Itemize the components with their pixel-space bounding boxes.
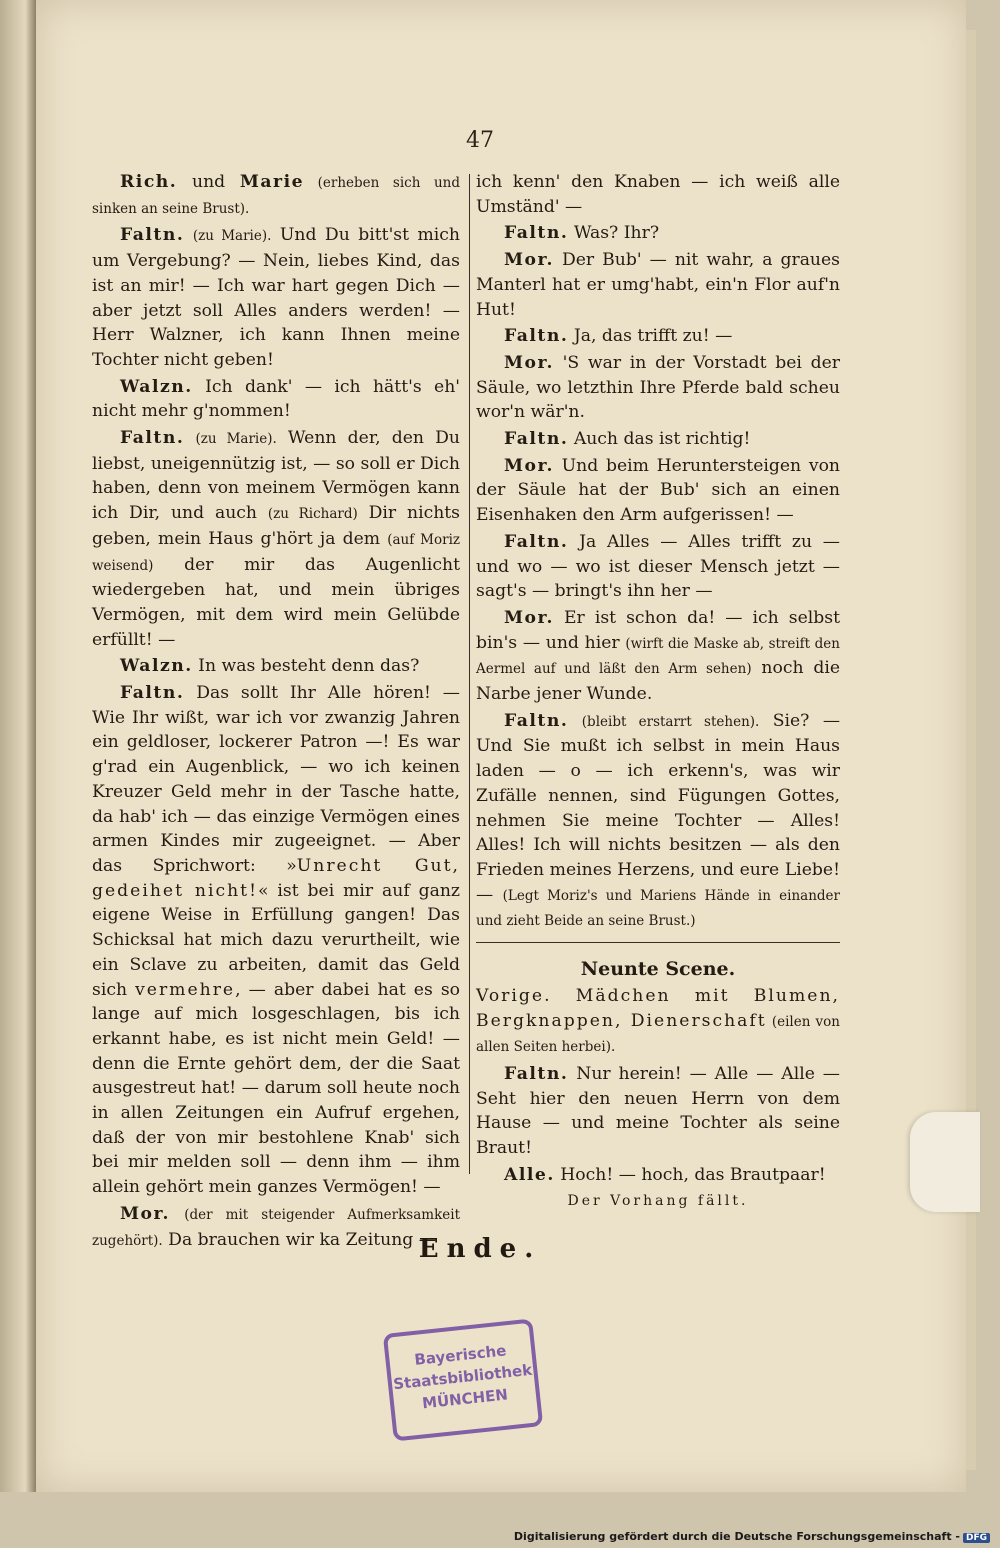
stage-direction: (erheben sich und sinken an seine Brust).	[92, 175, 460, 217]
library-stamp	[383, 1318, 543, 1441]
dialogue-text: « ist bei mir auf ganz eigene Weise in Erfüllung gangen! Das Schicksal hat mich dazu verurtheilt, wie ein Sclave zu arbeiten, damit das Geld sich	[92, 880, 460, 1000]
stage-direction: (Legt Moriz's und Mariens Hände in einander und zieht Beide an seine Brust.)	[476, 887, 840, 930]
book-spine	[0, 0, 36, 1492]
speaker-name: Faltn.	[504, 326, 569, 347]
page-tab	[910, 1112, 980, 1212]
stage-direction: (auf Moriz weisend)	[92, 531, 460, 574]
paragraph	[476, 248, 840, 322]
paragraph	[92, 170, 460, 221]
speaker-name: Mor.	[504, 607, 554, 628]
dialogue-text	[184, 225, 192, 245]
dialogue-text: Der Bub' — nit wahr, a graues Manterl hat er umg'habt, ein'n Flor auf'n Hut!	[476, 250, 840, 320]
dialogue-text: Er ist schon da! — ich selbst bin's — und hier	[476, 607, 840, 653]
speaker-name: Faltn.	[120, 225, 185, 246]
right-text-column	[476, 170, 840, 1216]
speaker-name: Faltn.	[504, 223, 569, 244]
dialogue-text: Nur herein! — Alle — Alle — Seht hier den neuen Herrn von dem Hause — und meine Tochter als seine Braut!	[476, 1063, 840, 1159]
dialogue-text: In was besteht denn das?	[192, 656, 420, 677]
footer-text: Digitalisierung gefördert durch die Deutsche Forschungsgemeinschaft -	[513, 1530, 960, 1543]
dialogue-text: Ich dank' — ich hätt's eh' nicht mehr g'nommen!	[92, 376, 460, 422]
speaker-name: Mor.	[504, 352, 554, 373]
paragraph	[92, 375, 460, 424]
speaker-name: Mor.	[504, 455, 554, 476]
speaker-name: Rich.	[120, 172, 178, 192]
dialogue-text: Was? Ihr?	[568, 223, 660, 244]
stage-direction: (eilen von allen Seiten herbei).	[476, 1013, 840, 1056]
paragraph	[476, 351, 840, 425]
stage-direction: (zu Marie).	[195, 431, 277, 448]
paragraph	[476, 709, 840, 934]
speaker-name: Walzn.	[120, 376, 193, 397]
dialogue-text: Sie? — Und Sie mußt ich selbst in mein Haus laden — o — ich erkenn's, was wir Zufälle nennen, sind Fügungen Gottes, nehmen Sie meine Tochter — Alles! Alles! Ich will nichts besitzen — als den Frieden meines Herzens, und eure Liebe! —	[476, 710, 841, 905]
paragraph	[92, 654, 460, 679]
dialogue-text: Vorige. Mädchen mit Blumen, Bergknappen, Dienerschaft	[476, 985, 840, 1031]
paragraph	[476, 427, 840, 452]
dialogue-text: Das sollt Ihr Alle hören! — Wie Ihr wißt, war ich vor zwanzig Jahren ein geldloser, lockerer Patron —! Es war g'rad ein Augenblick, — wo ich keinen Kreuzer Geld mehr in der Tasche hatte, da hab' ich — das einzige Vermögen eines armen Kindes mir zugeeignet. — Aber das Sprichwort: »	[92, 683, 460, 876]
curtain-line: Der Vorhang fällt.	[567, 1193, 749, 1210]
speaker-name: Marie	[239, 172, 305, 192]
paragraph	[92, 681, 460, 1200]
dialogue-text: Und beim Heruntersteigen von der Säule hat der Bub' sich an einen Eisenhaken den Arm aufgerissen! —	[476, 455, 840, 526]
dialogue-text: Unrecht Gut, gedeihet nicht!	[92, 855, 460, 901]
dialogue-text	[568, 711, 581, 731]
speaker-name: Faltn.	[504, 1063, 569, 1084]
dialogue-text: Ja, das trifft zu! —	[568, 326, 733, 347]
stage-direction: (der mit steigender Aufmerksamkeit zugehört).	[92, 1206, 460, 1249]
dialogue-text: vermehre	[135, 979, 236, 1000]
stamp-line-3: MÜNCHEN	[421, 1385, 509, 1413]
page-edge	[966, 30, 976, 1470]
column-divider	[469, 174, 470, 1174]
paragraph	[92, 426, 460, 652]
dialogue-text: Auch das ist richtig!	[568, 429, 751, 450]
stamp-line-2: Staatsbibliothek	[392, 1360, 534, 1394]
speaker-name: Faltn.	[504, 531, 569, 552]
paragraph	[476, 170, 840, 219]
dialogue-text: Wenn der, den Du liebst, uneigennützig ist, — so soll er Dich haben, denn von meinem Vermögen kann ich Dir, und auch	[92, 428, 460, 524]
paragraph	[476, 221, 840, 246]
footer-credit	[514, 1530, 990, 1543]
paragraph	[476, 324, 840, 349]
paragraph	[476, 606, 840, 707]
dialogue-text: Dir nichts geben, mein Haus g'hört ja dem	[92, 503, 460, 549]
speaker-name: Faltn.	[504, 710, 569, 731]
speaker-name: Alle.	[504, 1164, 555, 1185]
scene-title: Neunte Scene.	[580, 958, 736, 981]
stage-direction: (wirft die Maske ab, streift den Aermel auf und läßt den Arm sehen)	[476, 635, 840, 678]
dialogue-text: der mir das Augenlicht wiedergeben hat, und mein übriges Vermögen, mit dem wird mein Gelübde erfüllt! —	[92, 554, 460, 650]
dialogue-text: ich kenn' den Knaben — ich weiß alle Umständ' —	[476, 172, 840, 217]
speaker-name: Mor.	[504, 250, 554, 271]
stage-direction: (zu Marie).	[192, 228, 272, 245]
stamp-line-1: Bayerische	[413, 1341, 508, 1369]
paragraph	[476, 1163, 840, 1188]
dialogue-text: , — aber dabei hat es so lange auf mich losgeschlagen, bis ich erkannt habe, es ist nicht mein Geld! — denn die Ernte gehört dem, der die Saat ausgestreut hat! — darum soll heute noch in allen Zeitungen ein Aufruf ergehen, daß der von mir bestohlene Knab' sich bei mir melden soll — denn ihm — ihm allein gehört mein ganzes Vermögen! —	[92, 979, 461, 1198]
scene-cast	[476, 984, 840, 1060]
speaker-name: Faltn.	[504, 429, 569, 450]
dialogue-text: Und Du bitt'st mich um Vergebung? — Nein, liebes Kind, das ist an mir! — Ich war hart gegen Dich — aber jetzt soll Alles anders werden! — Herr Walzner, ich kann Ihnen meine Tochter nicht geben!	[92, 225, 460, 370]
paragraph	[92, 223, 460, 372]
speaker-name: Mor.	[120, 1203, 170, 1224]
dialogue-text	[170, 1204, 184, 1224]
speaker-name: Faltn.	[120, 428, 185, 449]
page-number: 47	[466, 128, 494, 153]
dialogue-text: Da brauchen wir ka Zeitung —	[162, 1229, 436, 1250]
dfg-logo-icon: DFG	[963, 1533, 990, 1543]
dialogue-text: 'S war in der Vorstadt bei der Säule, wo letzthin Ihre Pferde bald scheu wor'n wär'n.	[476, 352, 840, 423]
dialogue-text: Hoch! — hoch, das Brautpaar!	[554, 1164, 826, 1185]
dialogue-text	[184, 428, 195, 448]
dialogue-text: noch die Narbe jener Wunde.	[476, 658, 840, 705]
speaker-name: Walzn.	[120, 656, 193, 677]
paragraph	[476, 530, 840, 604]
speaker-name: Faltn.	[120, 683, 185, 704]
left-text-column	[92, 170, 460, 1255]
end-marker: Ende.	[418, 1234, 542, 1264]
stage-direction: (zu Richard)	[267, 506, 358, 523]
section-rule	[476, 942, 840, 943]
dialogue-text: Ja Alles — Alles trifft zu — und wo — wo ist dieser Mensch jetzt — sagt's — bringt's ihn her —	[476, 531, 840, 602]
dialogue-text: und	[177, 172, 240, 192]
paragraph	[476, 454, 840, 528]
stage-direction: (bleibt erstarrt stehen).	[581, 713, 760, 730]
paragraph	[476, 1062, 840, 1161]
